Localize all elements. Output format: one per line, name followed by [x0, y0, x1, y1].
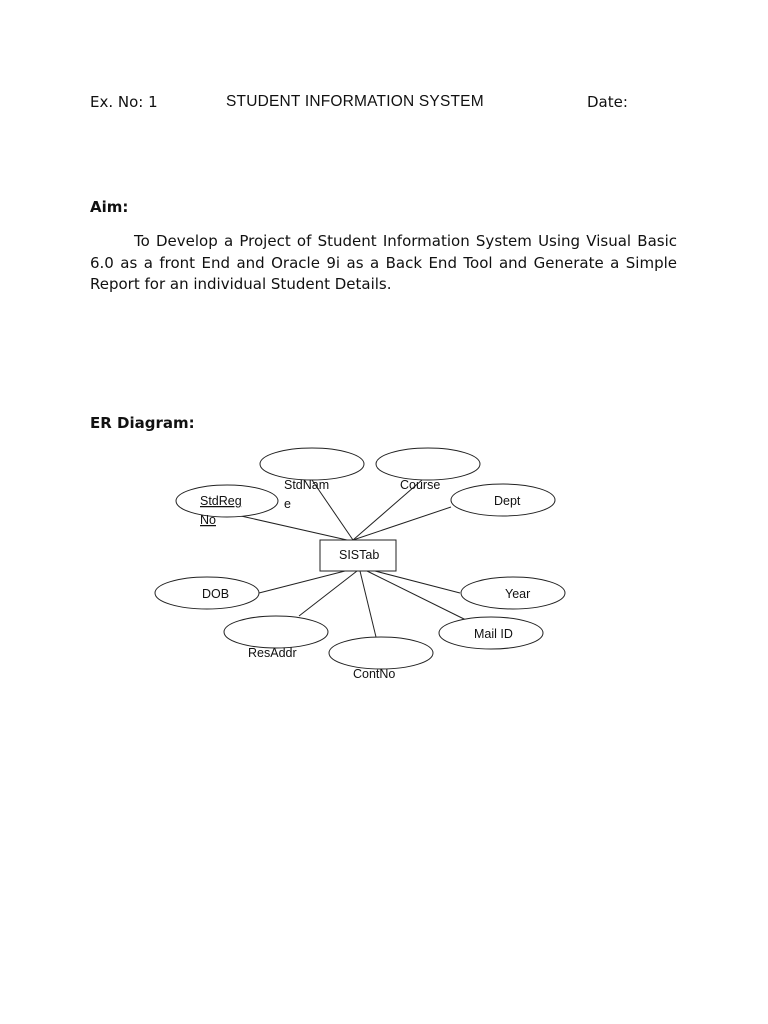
attr-ellipse-stdname: [260, 448, 364, 480]
attr-label-stdname-1: StdNam: [284, 478, 330, 492]
attr-label-mailid: Mail ID: [474, 627, 513, 641]
entity-label: SISTab: [339, 548, 380, 562]
attr-label-resaddr: ResAddr: [248, 646, 297, 660]
attr-label-dob: DOB: [202, 587, 230, 601]
link-contno: [360, 571, 376, 637]
attr-ellipse-course: [376, 448, 480, 480]
exercise-number: Ex. No: 1: [90, 93, 158, 111]
link-stdregno: [241, 516, 347, 540]
er-diagram-heading: ER Diagram:: [90, 414, 195, 432]
attr-label-stdregno-2: No: [200, 513, 216, 527]
link-resaddr: [299, 571, 357, 616]
attr-label-stdname-2: e: [284, 497, 291, 511]
attr-label-dept: Dept: [494, 494, 521, 508]
link-dept: [353, 507, 451, 540]
document-title: STUDENT INFORMATION SYSTEM: [226, 93, 484, 110]
attr-ellipse-resaddr: [224, 616, 328, 648]
link-mailid: [367, 571, 466, 620]
date-label: Date:: [587, 93, 628, 111]
attr-label-stdregno-1: StdReg: [200, 494, 242, 508]
attr-label-contno: ContNo: [353, 667, 396, 681]
attr-ellipse-contno: [329, 637, 433, 669]
link-year: [375, 571, 460, 593]
aim-paragraph: To Develop a Project of Student Information System Using Visual Basic 6.0 as a front End and Oracle 9i as a Back End Tool and Generate a Simple Report for an individual Student Details.: [90, 232, 677, 293]
attr-label-course: Course: [400, 478, 441, 492]
attr-label-year: Year: [505, 587, 531, 601]
aim-heading: Aim:: [90, 198, 129, 216]
